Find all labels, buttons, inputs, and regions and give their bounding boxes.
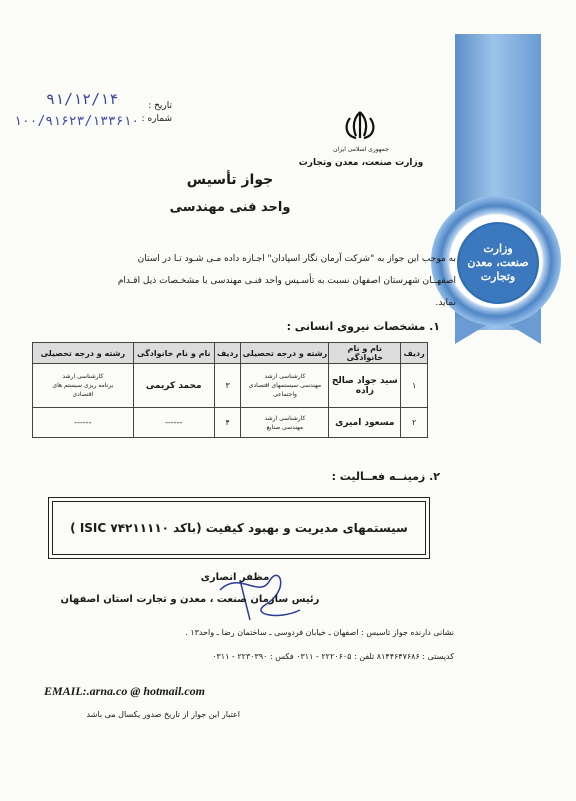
iran-emblem-icon [340, 108, 380, 148]
cell-degree: ------ [33, 408, 134, 438]
cell-row-num: ۳ [214, 364, 241, 408]
number-label: شماره : [141, 114, 172, 124]
activity-box [48, 497, 430, 559]
email-text: EMAIL:.arna.co @ hotmail.com [44, 684, 205, 698]
th-name2: نام و نام خانوادگی [133, 343, 214, 364]
th-name1: نام و نام خانوادگی [329, 343, 401, 364]
cell-row-num: ۲ [401, 408, 428, 438]
cell-name: ------ [133, 408, 214, 438]
address-line: نشانی دارنده جواز تاسیس : اصفهان ـ خیابان فردوسی ـ ساختمان رضا ـ واحد۱۳ . [185, 628, 454, 637]
cell-row-num: ۱ [401, 364, 428, 408]
number-value: ۱۰۰/۹۱۶۲۳/۱۳۳۶۱۰ [14, 114, 140, 129]
th-row2: ردیف [214, 343, 241, 364]
title-line2: واحد فنی مهندسی [169, 200, 291, 215]
emblem-caption: جمهوری اسلامی ایران [333, 146, 389, 153]
cell-degree: کارشناسی ارشد مهندسی سیستمهای اقتصادی واجتماعی [241, 364, 329, 408]
section1-title: ۱. مشخصات نیروی انسانی : [286, 320, 440, 333]
title-line1: جواز تأسیس [186, 172, 274, 188]
intro-line1: به موجب این جواز به "شرکت آرمان نگار اسپادان" اجـازه داده مـی شـود تـا در استان [137, 254, 456, 264]
date-value: ۹۱/۱۲/۱۴ [46, 90, 119, 108]
th-degree2: رشته و درجه تحصیلی [33, 343, 134, 364]
activity-text: سیستمهای مدیریت و بهبود کیفیت (باکد ISIC ۷۴۲۱۱۱۱۰ ) [70, 521, 408, 535]
cell-degree: کارشناسی ارشد برنامه ریزی سیستم های اقتصادی [33, 364, 134, 408]
signatory-name: مظفر انصاری [200, 572, 270, 583]
th-row1: ردیف [401, 343, 428, 364]
cell-row-num: ۴ [214, 408, 241, 438]
signatory-title: رئیس سازمان صنعت ، معدن و تجارت استان اصفهان [60, 594, 320, 605]
staff-table [32, 342, 428, 438]
contact-line: کدپستی : ۸۱۴۴۶۴۷۶۸۶ تلفن : ۲۲۲۰۶۰۵ - ۰۳۱۱ فکس : ۲۲۳۰۳۹۰ - ۰۳۱۱ [212, 652, 454, 661]
validity-text: اعتبار این جواز از تاریخ صدور یکسال می باشد [86, 710, 240, 719]
intro-line3: نماید. [435, 298, 456, 308]
th-degree1: رشته و درجه تحصیلی [241, 343, 329, 364]
cell-name: محمد کریمی [133, 364, 214, 408]
ministry-name: وزارت صنعت، معدن وتجارت [298, 158, 424, 168]
cell-name: مسعود امیری [329, 408, 401, 438]
seal-line1: وزارت [483, 242, 513, 255]
table-row [33, 364, 428, 408]
intro-paragraph [24, 248, 456, 314]
cell-degree: کارشناسی ارشد مهندسی صنایع [241, 408, 329, 438]
seal-line3: وتجارت [480, 270, 516, 283]
table-header-row [33, 343, 428, 364]
date-label: تاریخ : [148, 101, 172, 111]
seal-line2: صنعت، معدن [467, 256, 529, 269]
cell-name: سید جواد صالح زاده [329, 364, 401, 408]
section2-title: ۲. زمینــه فعــالیت : [331, 470, 440, 483]
table-row [33, 408, 428, 438]
intro-line2: اصفهــان شهرستان اصفهان نسبت به تأسـیس واحد فنـی مهندسی با مشخـصات ذیل اقـدام [117, 276, 456, 286]
